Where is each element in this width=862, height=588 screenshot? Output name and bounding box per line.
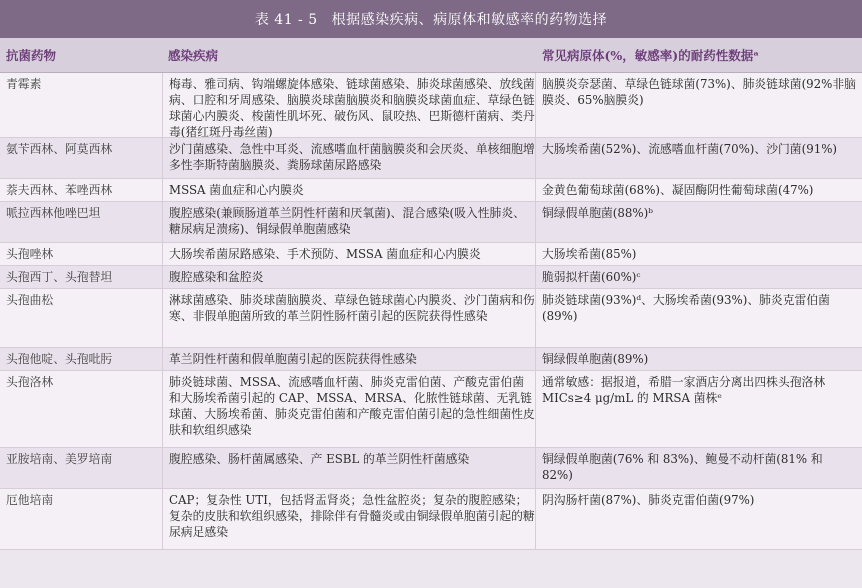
- drug-cell: 哌拉西林他唑巴坦: [6, 206, 101, 220]
- disease-cell: 大肠埃希菌尿路感染、手术预防、MSSA 菌血症和心内膜炎: [162, 243, 536, 265]
- header-drug: 抗菌药物: [6, 48, 57, 63]
- disease-cell: 腹腔感染和盆腔炎: [162, 266, 536, 288]
- table-row: [0, 138, 862, 179]
- drug-cell: 厄他培南: [6, 493, 54, 507]
- table-row: [0, 202, 862, 243]
- resistance-cell: 脑膜炎奈瑟菌、草绿色链球菌(73%)、肺炎链球菌(92%非脑膜炎、65%脑膜炎): [542, 77, 856, 107]
- table-row: [0, 489, 862, 550]
- table-title: 根据感染疾病、病原体和敏感率的药物选择: [331, 12, 608, 28]
- resistance-cell: 铜绿假单胞菌(89%): [542, 352, 649, 366]
- table-row: [0, 266, 862, 289]
- disease-cell: 腹腔感染(兼顾肠道革兰阴性杆菌和厌氧菌)、混合感染(吸入性肺炎、糖尿病足溃疡)、铜绿假单胞菌感染: [162, 202, 536, 242]
- table-body: [0, 73, 862, 550]
- drug-cell: 亚胺培南、美罗培南: [6, 452, 113, 466]
- drug-cell: 头孢洛林: [6, 375, 54, 389]
- resistance-cell: 通常敏感：据报道，希腊一家酒店分离出四株头孢洛林 MICs≥4 μg/mL 的 MRSA 菌株ᵉ: [542, 375, 826, 405]
- resistance-cell: 铜绿假单胞菌(88%)ᵇ: [542, 206, 653, 220]
- disease-cell: 革兰阴性杆菌和假单胞菌引起的医院获得性感染: [162, 348, 536, 370]
- disease-cell: 肺炎链球菌、MSSA、流感嗜血杆菌、肺炎克雷伯菌、产酸克雷伯菌和大肠埃希菌引起的 CAP、MSSA、MRSA、化脓性链球菌、无乳链球菌、大肠埃希菌、肺炎克雷伯菌和产酸克雷伯菌引起的急性细菌性皮肤和软组织感染: [162, 371, 536, 447]
- drug-cell: 氨苄西林、阿莫西林: [6, 142, 113, 156]
- disease-cell: 淋球菌感染、肺炎球菌脑膜炎、草绿色链球菌心内膜炎、沙门菌病和伤寒、非假单胞菌所致的革兰阴性肠杆菌引起的医院获得性感染: [162, 289, 536, 347]
- resistance-cell: 大肠埃希菌(85%): [542, 247, 637, 261]
- drug-cell: 头孢他啶、头孢吡肟: [6, 352, 113, 366]
- resistance-cell: 阴沟肠杆菌(87%)、肺炎克雷伯菌(97%): [542, 493, 755, 507]
- disease-cell: 梅毒、雅司病、钩端螺旋体感染、链球菌感染、肺炎球菌感染、放线菌病、口腔和牙周感染、脑膜炎球菌脑膜炎和脑膜炎球菌血症、草绿色链球菌心内膜炎、梭菌性肌坏死、破伤风、鼠咬热、巴斯德杆菌病、类丹毒(猪红斑丹毒丝菌): [162, 73, 536, 137]
- table-row: [0, 179, 862, 202]
- table-row: [0, 73, 862, 138]
- disease-cell: MSSA 菌血症和心内膜炎: [162, 179, 536, 201]
- disease-cell: 沙门菌感染、急性中耳炎、流感嗜血杆菌脑膜炎和会厌炎、单核细胞增多性李斯特菌脑膜炎、粪肠球菌尿路感染: [162, 138, 536, 178]
- resistance-cell: 铜绿假单胞菌(76% 和 83%)、鲍曼不动杆菌(81% 和 82%): [542, 452, 823, 482]
- table-row: [0, 448, 862, 489]
- resistance-cell: 大肠埃希菌(52%)、流感嗜血杆菌(70%)、沙门菌(91%): [542, 142, 838, 156]
- table-row: [0, 348, 862, 371]
- header-diseases: 感染疾病: [168, 48, 219, 63]
- table-number: 表 41 - 5: [254, 12, 318, 28]
- drug-cell: 萘夫西林、苯唑西林: [6, 183, 113, 197]
- drug-cell: 青霉素: [6, 77, 42, 91]
- table-row: [0, 371, 862, 448]
- table-row: [0, 289, 862, 348]
- disease-cell: 腹腔感染、肠杆菌属感染、产 ESBL 的革兰阴性杆菌感染: [162, 448, 536, 488]
- drug-cell: 头孢西丁、头孢替坦: [6, 270, 113, 284]
- disease-cell: CAP；复杂性 UTI，包括肾盂肾炎；急性盆腔炎；复杂的腹腔感染；复杂的皮肤和软组织感染，排除伴有骨髓炎或由铜绿假单胞菌引起的糖尿病足感染: [162, 489, 536, 549]
- table-row: [0, 243, 862, 266]
- table-header: [0, 38, 862, 73]
- resistance-cell: 脆弱拟杆菌(60%)ᶜ: [542, 270, 641, 284]
- resistance-cell: 金黄色葡萄球菌(68%)、凝固酶阴性葡萄球菌(47%): [542, 183, 814, 197]
- resistance-cell: 肺炎链球菌(93%)ᵈ、大肠埃希菌(93%)、肺炎克雷伯菌(89%): [542, 293, 830, 323]
- table-title-bar: [0, 0, 862, 38]
- drug-cell: 头孢曲松: [6, 293, 54, 307]
- header-resistance: 常见病原体(%，敏感率)的耐药性数据ᵃ: [542, 48, 760, 63]
- drug-cell: 头孢唑林: [6, 247, 54, 261]
